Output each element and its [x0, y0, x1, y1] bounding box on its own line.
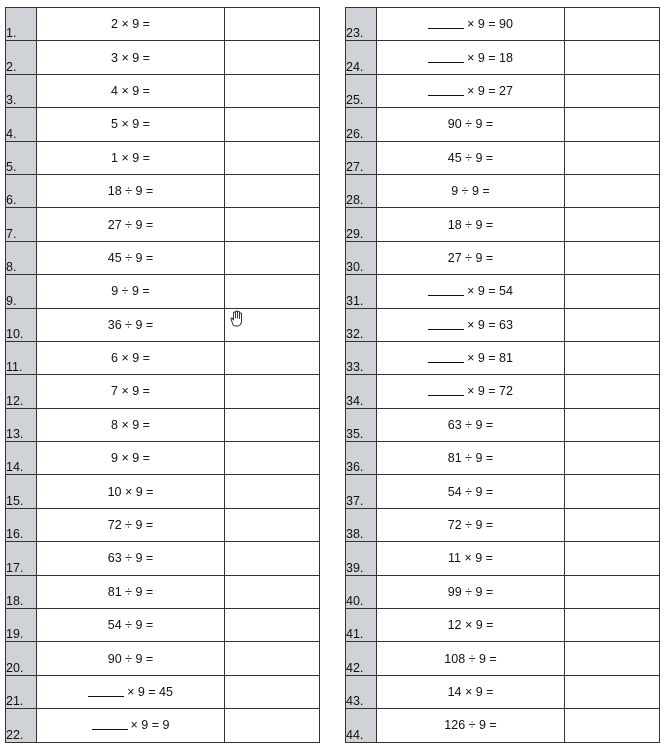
problem-cell [377, 174, 565, 207]
problem-cell [37, 108, 225, 141]
problem-row [6, 642, 320, 675]
problem-number: 27. [346, 141, 377, 174]
problem-row [6, 408, 320, 441]
worksheet-table-right [345, 7, 660, 743]
problem-cell [37, 709, 225, 742]
problem-row [346, 241, 660, 274]
blank-line[interactable] [428, 61, 464, 63]
answer-cell[interactable] [225, 475, 320, 508]
problem-number: 9. [6, 275, 37, 308]
problem-row [6, 208, 320, 241]
problem-cell [37, 609, 225, 642]
problem-text: 1 × 9 = [111, 150, 150, 165]
problem-text: 9 ÷ 9 = [451, 184, 490, 199]
problem-text: 5 × 9 = [111, 117, 150, 132]
problem-cell [377, 508, 565, 541]
problem-row [6, 308, 320, 341]
problem-text: 45 ÷ 9 = [447, 150, 494, 165]
problem-text: 45 ÷ 9 = [107, 250, 154, 265]
problem-number: 20. [6, 642, 37, 675]
blank-line[interactable] [428, 394, 464, 396]
answer-cell[interactable] [565, 308, 660, 341]
problem-row [346, 308, 660, 341]
problem-cell [37, 542, 225, 575]
problem-number: 23. [346, 8, 377, 41]
problem-cell [377, 675, 565, 708]
problem-number: 33. [346, 341, 377, 374]
problem-number: 24. [346, 41, 377, 74]
problem-row [6, 275, 320, 308]
problem-number: 12. [6, 375, 37, 408]
blank-line[interactable] [428, 94, 464, 96]
problem-cell [377, 74, 565, 107]
problem-cell [37, 575, 225, 608]
problem-text: 54 ÷ 9 = [107, 618, 154, 633]
answer-cell[interactable] [225, 275, 320, 308]
problem-row [6, 375, 320, 408]
problem-cell [377, 241, 565, 274]
problem-number: 8. [6, 241, 37, 274]
problem-text: 18 ÷ 9 = [107, 184, 154, 199]
problem-number: 16. [6, 508, 37, 541]
answer-cell[interactable] [225, 508, 320, 541]
problem-text: 81 ÷ 9 = [107, 584, 154, 599]
problem-cell [377, 375, 565, 408]
problem-cell [37, 241, 225, 274]
problem-number: 11. [6, 341, 37, 374]
answer-cell[interactable] [565, 642, 660, 675]
problem-text: 10 × 9 = [107, 484, 154, 499]
answer-cell[interactable] [565, 8, 660, 41]
problem-cell [37, 475, 225, 508]
problem-number: 1. [6, 8, 37, 41]
problem-text: × 9 = 81 [467, 351, 513, 366]
problem-text: 27 ÷ 9 = [447, 250, 494, 265]
problem-row [6, 8, 320, 41]
answer-cell[interactable] [225, 341, 320, 374]
problem-text: 4 × 9 = [111, 83, 150, 98]
answer-cell[interactable] [225, 41, 320, 74]
problem-row [346, 108, 660, 141]
problem-cell [377, 642, 565, 675]
answer-cell[interactable] [225, 8, 320, 41]
problem-row [346, 74, 660, 107]
problem-number: 31. [346, 275, 377, 308]
answer-cell[interactable] [565, 141, 660, 174]
problem-cell [377, 542, 565, 575]
problem-cell [377, 609, 565, 642]
problem-number: 37. [346, 475, 377, 508]
answer-cell[interactable] [225, 141, 320, 174]
problem-number: 5. [6, 141, 37, 174]
problem-row [346, 141, 660, 174]
problem-text: 11 × 9 = [448, 551, 493, 566]
problem-text: 90 ÷ 9 = [447, 117, 494, 132]
problem-row [346, 442, 660, 475]
problem-text: × 9 = 54 [467, 284, 513, 299]
problem-number: 26. [346, 108, 377, 141]
problem-number: 13. [6, 408, 37, 441]
problem-row [6, 675, 320, 708]
problem-number: 4. [6, 108, 37, 141]
problem-cell [377, 408, 565, 441]
problem-row [346, 709, 660, 742]
problem-number: 42. [346, 642, 377, 675]
problem-text: 2 × 9 = [111, 17, 150, 32]
problem-row [346, 609, 660, 642]
answer-cell[interactable] [225, 575, 320, 608]
answer-cell[interactable] [225, 642, 320, 675]
problem-text: 18 ÷ 9 = [447, 217, 494, 232]
answer-cell[interactable] [565, 41, 660, 74]
problem-text: × 9 = 63 [467, 317, 513, 332]
answer-cell[interactable] [225, 375, 320, 408]
problem-cell [37, 508, 225, 541]
problem-cell [377, 442, 565, 475]
problem-text: 12 × 9 = [447, 618, 494, 633]
problem-row [6, 141, 320, 174]
problem-text: 9 × 9 = [111, 451, 150, 466]
problem-row [6, 341, 320, 374]
problem-row [6, 709, 320, 742]
problem-number: 28. [346, 174, 377, 207]
problem-row [346, 675, 660, 708]
problem-cell [37, 208, 225, 241]
answer-cell[interactable] [565, 709, 660, 742]
problem-number: 41. [346, 609, 377, 642]
problem-text: × 9 = 27 [467, 83, 513, 98]
problem-cell [377, 8, 565, 41]
problem-text: 54 ÷ 9 = [447, 484, 494, 499]
problem-number: 43. [346, 675, 377, 708]
answer-cell[interactable] [565, 375, 660, 408]
problem-cell [37, 375, 225, 408]
problem-number: 18. [6, 575, 37, 608]
problem-number: 10. [6, 308, 37, 341]
problem-cell [377, 308, 565, 341]
problem-text: 108 ÷ 9 = [444, 651, 497, 666]
answer-cell[interactable] [565, 442, 660, 475]
problem-row [346, 508, 660, 541]
answer-cell[interactable] [565, 675, 660, 708]
answer-cell[interactable] [225, 241, 320, 274]
problem-cell [37, 174, 225, 207]
answer-cell[interactable] [565, 609, 660, 642]
problem-number: 2. [6, 41, 37, 74]
problem-text: × 9 = 9 [130, 718, 170, 733]
problem-cell [377, 208, 565, 241]
problem-cell [377, 41, 565, 74]
answer-cell[interactable] [225, 442, 320, 475]
answer-cell[interactable] [565, 475, 660, 508]
problem-number: 25. [346, 74, 377, 107]
blank-line[interactable] [428, 328, 464, 330]
problem-number: 22. [6, 709, 37, 742]
problem-row [6, 241, 320, 274]
problem-number: 21. [6, 675, 37, 708]
answer-cell[interactable] [225, 609, 320, 642]
problem-row [346, 408, 660, 441]
problem-text: × 9 = 90 [467, 17, 513, 32]
answer-cell[interactable] [225, 675, 320, 708]
problem-number: 29. [346, 208, 377, 241]
answer-cell[interactable] [225, 542, 320, 575]
problem-text: 90 ÷ 9 = [107, 651, 154, 666]
answer-cell[interactable] [565, 341, 660, 374]
problem-cell [377, 575, 565, 608]
blank-line[interactable] [428, 294, 464, 296]
problem-text: 8 × 9 = [111, 417, 150, 432]
blank-line[interactable] [428, 361, 464, 363]
problem-text: 99 ÷ 9 = [447, 584, 494, 599]
problem-cell [37, 308, 225, 341]
problem-text: 6 × 9 = [111, 351, 150, 366]
blank-line[interactable] [88, 695, 124, 697]
problem-row [346, 8, 660, 41]
problem-text: 81 ÷ 9 = [447, 451, 494, 466]
problem-number: 17. [6, 542, 37, 575]
problem-row [346, 475, 660, 508]
problem-number: 15. [6, 475, 37, 508]
problem-cell [377, 709, 565, 742]
problem-cell [377, 475, 565, 508]
problem-text: 27 ÷ 9 = [107, 217, 154, 232]
problem-number: 36. [346, 442, 377, 475]
problem-text: × 9 = 72 [467, 384, 513, 399]
problem-row [6, 108, 320, 141]
problem-cell [37, 275, 225, 308]
problem-cell [37, 675, 225, 708]
problem-text: 14 × 9 = [447, 685, 494, 699]
problem-row [6, 174, 320, 207]
problem-number: 30. [346, 241, 377, 274]
problem-number: 3. [6, 74, 37, 107]
problem-cell [377, 275, 565, 308]
answer-cell[interactable] [565, 241, 660, 274]
problem-row [346, 208, 660, 241]
problem-row [6, 475, 320, 508]
problem-cell [37, 642, 225, 675]
problem-number: 34. [346, 375, 377, 408]
problem-text: 9 ÷ 9 = [111, 284, 150, 299]
problem-cell [37, 8, 225, 41]
problem-row [346, 41, 660, 74]
answer-cell[interactable] [565, 208, 660, 241]
problem-number: 32. [346, 308, 377, 341]
problem-cell [37, 141, 225, 174]
answer-cell[interactable] [565, 542, 660, 575]
problem-cell [37, 74, 225, 107]
hand-cursor-icon [228, 310, 246, 328]
problem-row [346, 341, 660, 374]
answer-cell[interactable] [565, 108, 660, 141]
problem-row [346, 542, 660, 575]
problem-row [346, 275, 660, 308]
problem-number: 6. [6, 174, 37, 207]
problem-row [6, 609, 320, 642]
answer-cell[interactable] [565, 174, 660, 207]
blank-line[interactable] [428, 27, 464, 29]
problem-text: 72 ÷ 9 = [107, 518, 154, 533]
problem-cell [37, 408, 225, 441]
problem-row [6, 41, 320, 74]
problem-cell [37, 341, 225, 374]
problem-cell [377, 108, 565, 141]
answer-cell[interactable] [565, 575, 660, 608]
answer-cell[interactable] [225, 408, 320, 441]
problem-text: 7 × 9 = [111, 384, 150, 399]
problem-number: 19. [6, 609, 37, 642]
problem-row [6, 74, 320, 107]
answer-cell[interactable] [225, 208, 320, 241]
answer-cell[interactable] [225, 174, 320, 207]
problem-text: 126 ÷ 9 = [444, 718, 497, 733]
problem-row [346, 375, 660, 408]
answer-cell[interactable] [565, 508, 660, 541]
problem-cell [37, 442, 225, 475]
worksheet-table-left [5, 7, 320, 743]
problem-row [6, 442, 320, 475]
problem-number: 38. [346, 508, 377, 541]
problem-cell [37, 41, 225, 74]
problem-text: × 9 = 45 [127, 685, 173, 699]
answer-cell[interactable] [225, 108, 320, 141]
blank-line[interactable] [92, 728, 128, 730]
problem-text: × 9 = 18 [467, 50, 513, 65]
problem-row [346, 575, 660, 608]
problem-number: 35. [346, 408, 377, 441]
problem-row [6, 508, 320, 541]
problem-number: 40. [346, 575, 377, 608]
answer-cell[interactable] [225, 709, 320, 742]
problem-number: 7. [6, 208, 37, 241]
problem-text: 3 × 9 = [111, 50, 150, 65]
problem-text: 63 ÷ 9 = [447, 417, 494, 432]
answer-cell[interactable] [565, 275, 660, 308]
problem-text: 63 ÷ 9 = [107, 551, 154, 566]
answer-cell[interactable] [565, 408, 660, 441]
problem-number: 39. [346, 542, 377, 575]
problem-row [346, 642, 660, 675]
problem-number: 44. [346, 709, 377, 742]
problem-cell [377, 141, 565, 174]
problem-row [346, 174, 660, 207]
answer-cell[interactable] [565, 74, 660, 107]
problem-row [6, 575, 320, 608]
problem-number: 14. [6, 442, 37, 475]
answer-cell[interactable] [225, 74, 320, 107]
problem-text: 36 ÷ 9 = [107, 317, 154, 332]
problem-cell [377, 341, 565, 374]
problem-text: 72 ÷ 9 = [447, 518, 494, 533]
problem-row [6, 542, 320, 575]
